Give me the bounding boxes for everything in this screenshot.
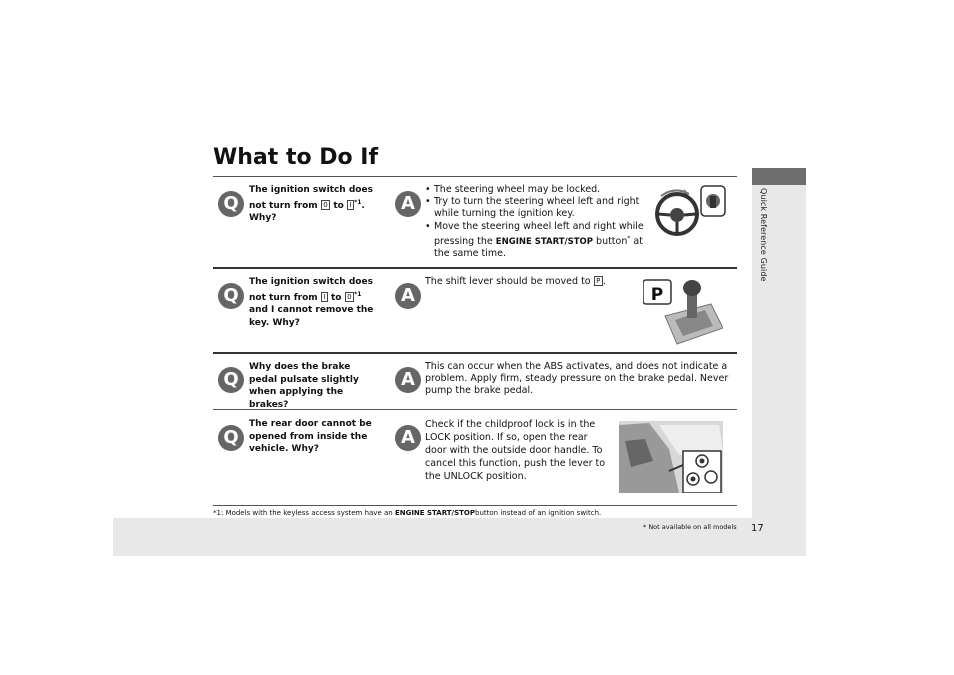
a-icon: A [395, 425, 421, 451]
question-text: The rear door cannot be opened from inside the vehicle. Why? [249, 419, 372, 454]
qa-row-rear-door [213, 412, 737, 504]
page-title: What to Do If [213, 145, 379, 170]
qa-row-key-removal [213, 270, 737, 352]
footnote: *1: Models with the keyless access system have an ENGINE START/STOPbutton instead of an ignition switch. [213, 509, 602, 517]
answer-text: This can occur when the ABS activates, and does not indicate a problem. Apply firm, steady pressure on the brake pedal. Never pump the brake pedal. [425, 361, 729, 397]
side-tab-label: Quick Reference Guide [759, 188, 768, 282]
question-text: The ignition switch does not turn from I to 0 $^{*1}$ and I cannot remove the key. Why? [249, 277, 374, 328]
childproof-lock-illustration [619, 421, 723, 493]
list-item: • Move the steering wheel left and right while pressing the ENGINE START/STOP button* at the same time. [434, 221, 647, 261]
list-item: • Try to turn the steering wheel left and right while turning the ignition key. [434, 196, 647, 220]
list-item: • The steering wheel may be locked. [434, 184, 647, 196]
qa-row-brake-pedal [213, 355, 737, 409]
availability-note: * Not available on all models [643, 523, 737, 531]
question-text: The ignition switch does not turn from 0 to I $^{*1}$. Why? [249, 185, 373, 223]
section-tab[interactable] [752, 168, 806, 185]
divider [213, 409, 737, 410]
answer-text [425, 184, 647, 260]
answer-text: Check if the childproof lock is in the LOCK position. If so, open the rear door with the outside door handle. To cancel this function, push the lever to the UNLOCK position. [425, 419, 606, 482]
park-label: P [650, 285, 664, 305]
divider [213, 267, 737, 269]
page-number: 17 [751, 523, 764, 534]
question-text: Why does the brake pedal pulsate slightly when applying the brakes? [249, 362, 359, 410]
qa-row-ignition-locked [213, 178, 737, 268]
answer-text: The shift lever should be moved to P . [425, 276, 606, 287]
q-icon: Q [218, 425, 244, 451]
q-icon: Q [218, 283, 244, 309]
a-icon: A [395, 367, 421, 393]
a-icon: A [395, 191, 421, 217]
divider [213, 352, 737, 354]
divider [213, 505, 737, 506]
q-icon: Q [218, 191, 244, 217]
a-icon: A [395, 283, 421, 309]
divider [213, 176, 737, 177]
steering-wheel-illustration [653, 184, 727, 242]
q-icon: Q [218, 367, 244, 393]
